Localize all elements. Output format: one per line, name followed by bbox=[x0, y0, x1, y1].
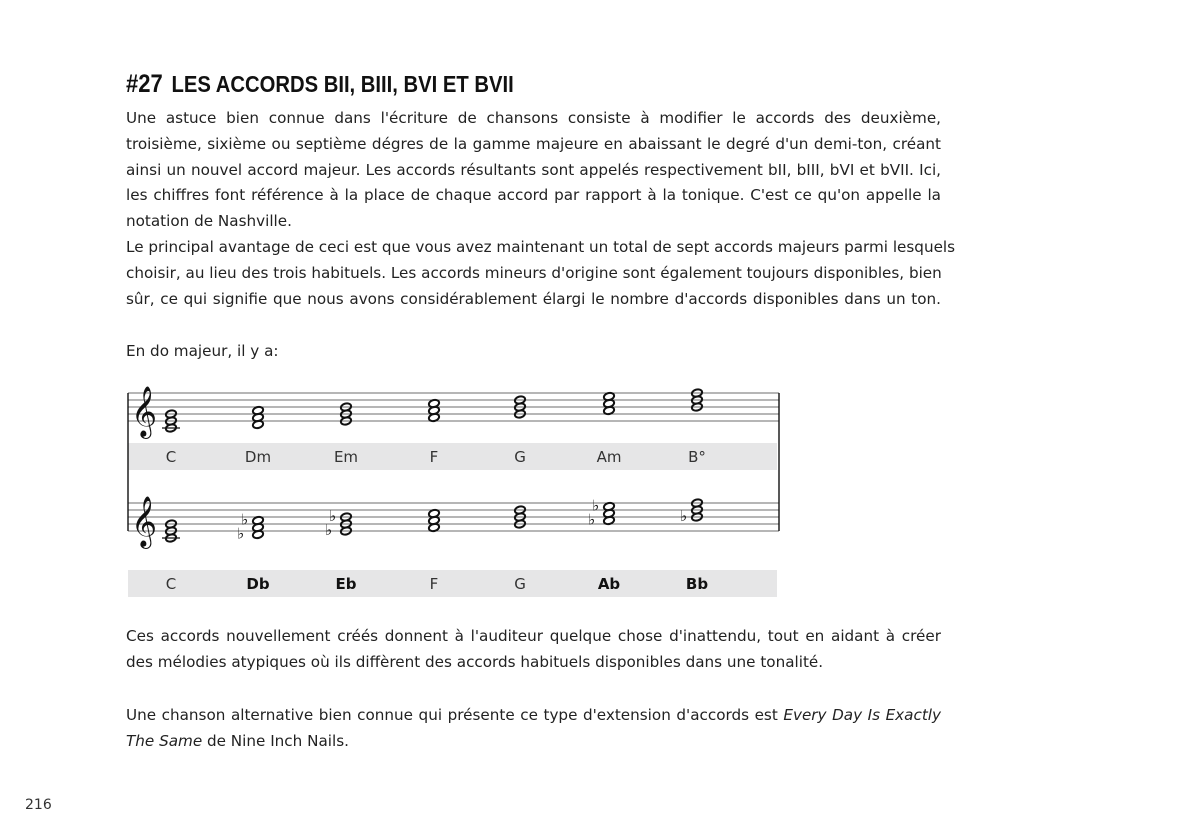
text-segment: Une chanson alternative bien connue qui présente ce type d'extension d'accords est bbox=[126, 706, 784, 724]
title-text: LES ACCORDS BII, BIII, BVI ET BVII bbox=[171, 71, 514, 97]
treble-clef-icon: 𝄞 bbox=[131, 496, 158, 547]
flat-icon: ♭ bbox=[680, 507, 688, 525]
flat-icon: ♭ bbox=[592, 496, 600, 515]
song-title-part: The Same bbox=[126, 731, 203, 750]
text-line: troisième, sixième ou septième dégres de la gamme majeure en abaissant le degré d'un demi-ton, créant bbox=[126, 134, 941, 153]
chord bbox=[680, 498, 703, 525]
text-line: des mélodies atypiques où ils diffèrent des accords habituels disponibles dans une tonalité. bbox=[126, 652, 824, 671]
text-segment: de Nine Inch Nails. bbox=[202, 731, 349, 750]
flat-icon: ♭ bbox=[241, 510, 249, 529]
chord-label: F bbox=[429, 575, 439, 593]
text-line: choisir, au lieu des trois habituels. Les accords mineurs d'origine sont également toujours disponibles, bien bbox=[126, 263, 942, 282]
song-title-part: Every Day Is Exactly bbox=[783, 706, 941, 724]
text-line: sûr, ce qui signifie que nous avons considérablement élargi le nombre d'accords disponibles dans un ton. bbox=[126, 289, 941, 308]
treble-clef-icon: 𝄞 bbox=[131, 386, 158, 437]
chord-label: B° bbox=[688, 448, 706, 466]
chord bbox=[252, 406, 264, 429]
flat-icon: ♭ bbox=[325, 521, 333, 539]
chord-label: Am bbox=[596, 448, 622, 466]
text-line: les chiffres font référence à la place de chaque accord par rapport à la tonique. C'est ce qu'on appelle la bbox=[126, 186, 941, 205]
chord-label: G bbox=[514, 575, 526, 593]
chord-label: Bb bbox=[685, 575, 709, 593]
text-line: notation de Nashville. bbox=[126, 212, 292, 231]
chord-label: F bbox=[429, 448, 439, 466]
chord bbox=[428, 509, 440, 532]
flat-icon: ♭ bbox=[588, 510, 596, 529]
chord-label: G bbox=[514, 448, 526, 466]
chord-label: Ab bbox=[597, 575, 621, 593]
text-line: Le principal avantage de ceci est que vous avez maintenant un total de sept accords majeurs parmi lesquels bbox=[126, 238, 956, 256]
chord bbox=[603, 392, 615, 415]
text-line: Une astuce bien connue dans l'écriture de chansons consiste à modifier le accords des deuxième, bbox=[126, 109, 941, 127]
chord bbox=[428, 399, 440, 422]
text-line: En do majeur, il y a: bbox=[126, 342, 279, 360]
flat-icon: ♭ bbox=[237, 524, 245, 543]
text-line bbox=[126, 729, 941, 755]
chord-label: Dm bbox=[244, 448, 272, 466]
paragraph-example bbox=[126, 703, 941, 755]
chord-label-band bbox=[128, 570, 777, 597]
chord bbox=[325, 507, 352, 539]
chord bbox=[237, 511, 264, 543]
chord-label: C bbox=[165, 448, 177, 466]
chord-label: Eb bbox=[335, 575, 357, 593]
flat-icon: ♭ bbox=[329, 507, 337, 525]
text-line bbox=[126, 703, 941, 729]
title-number: #27 bbox=[126, 70, 163, 98]
paragraph-effect bbox=[126, 624, 941, 676]
chord-label-band bbox=[128, 443, 777, 470]
page-number: 216 bbox=[25, 797, 52, 813]
text-line: ainsi un nouvel accord majeur. Les accords résultants sont appelés respectivement bII, bIII, bVI et bVII. Ici, bbox=[126, 160, 941, 179]
chord-label: Db bbox=[246, 575, 270, 593]
chord-label: Em bbox=[333, 448, 359, 466]
chord-label: C bbox=[165, 575, 177, 593]
text-line: Ces accords nouvellement créés donnent à l'auditeur quelque chose d'inattendu, tout en aidant à créer bbox=[126, 627, 941, 645]
